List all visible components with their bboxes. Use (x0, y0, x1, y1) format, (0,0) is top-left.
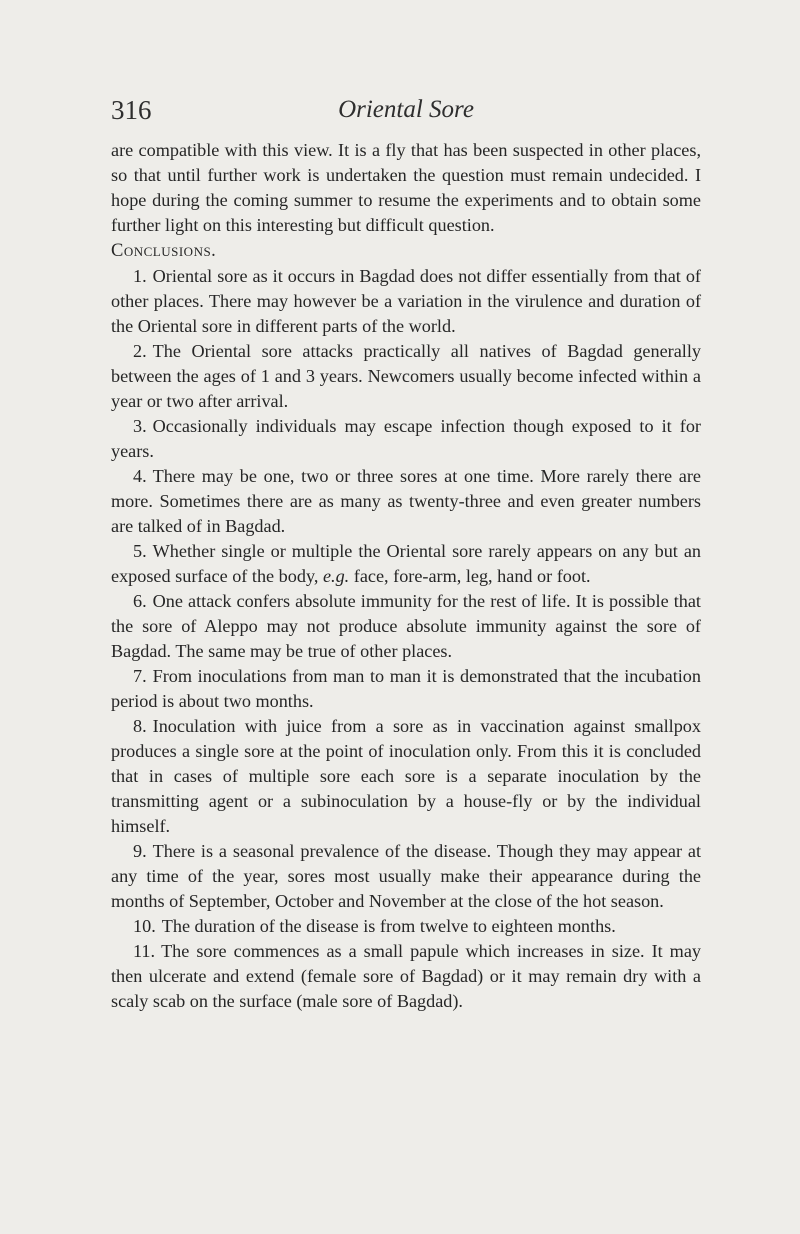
intro-paragraph: are compatible with this view. It is a fly that has been suspected in other places, so that until further work is undertaken the question must remain undecided. I hope during the coming summer to resume the experiments and to obtain some further light on this interesting but difficult question. (111, 140, 701, 235)
item-text: Inoculation with juice from a sore as in vaccination against smallpox produces a single sore at the point of inoculation only. From this it is concluded that in cases of multiple sore each sore is a separate inoculation by the transmitting agent or a subinoculation by a house-fly or by the individual himself. (111, 716, 701, 836)
conclusion-item (111, 714, 701, 839)
item-text: face, fore-arm, leg, hand or foot. (349, 566, 591, 586)
conclusion-item (111, 939, 701, 1014)
conclusion-item (111, 839, 701, 914)
running-title: Oriental Sore (338, 96, 474, 123)
item-text: There is a seasonal prevalence of the disease. Though they may appear at any time of the year, sores most usually make their appearance during the months of September, October and November at the close of the hot season. (111, 841, 701, 911)
item-number: 9. (133, 841, 147, 861)
conclusion-item (111, 589, 701, 664)
item-number: 3. (133, 416, 147, 436)
item-number: 2. (133, 341, 147, 361)
conclusion-item (111, 539, 701, 589)
conclusion-item (111, 339, 701, 414)
item-text: The Oriental sore attacks practically all natives of Bagdad generally between the ages of 1 and 3 years. Newcomers usually become infected within a year or two after arrival. (111, 341, 701, 411)
section-heading: Conclusions. (111, 241, 217, 261)
item-number: 6. (133, 591, 147, 611)
item-text: The sore commences as a small papule which increases in size. It may then ulcerate and extend (female sore of Bagdad) or it may remain dry with a scaly scab on the surface (male sore of Bagdad). (111, 941, 701, 1011)
item-text: Occasionally individuals may escape infection though exposed to it for years. (111, 416, 701, 461)
page-number: 316 (111, 95, 152, 125)
conclusion-item (111, 664, 701, 714)
item-text: There may be one, two or three sores at one time. More rarely there are more. Sometimes there are as many as twenty-three and even greater numbers are talked of in Bagdad. (111, 466, 701, 536)
conclusion-item (111, 464, 701, 539)
page-header (111, 93, 701, 127)
item-text-italic: e.g. (322, 566, 350, 586)
item-text: From inoculations from man to man it is demonstrated that the incubation period is about two months. (111, 666, 701, 711)
item-text: Oriental sore as it occurs in Bagdad does not differ essentially from that of other places. There may however be a variation in the virulence and duration of the Oriental sore in different parts of the world. (111, 266, 701, 336)
item-number: 7. (133, 666, 147, 686)
item-number: 1. (133, 266, 147, 286)
item-number: 10. (133, 916, 156, 936)
item-text: Whether single or multiple the Oriental sore rarely appears on any but an exposed surface of the body, (111, 541, 701, 586)
conclusion-item (111, 264, 701, 339)
body-text (111, 138, 701, 1014)
conclusion-item (111, 414, 701, 464)
item-text: One attack confers absolute immunity for the rest of life. It is possible that the sore of Aleppo may not produce absolute immunity against the sore of Bagdad. The same may be true of other places. (111, 591, 701, 661)
item-number: 5. (133, 541, 147, 561)
item-number: 11. (133, 941, 156, 961)
item-number: 4. (133, 466, 147, 486)
item-number: 8. (133, 716, 147, 736)
conclusion-item (111, 914, 701, 939)
item-text: The duration of the disease is from twelve to eighteen months. (161, 916, 616, 936)
